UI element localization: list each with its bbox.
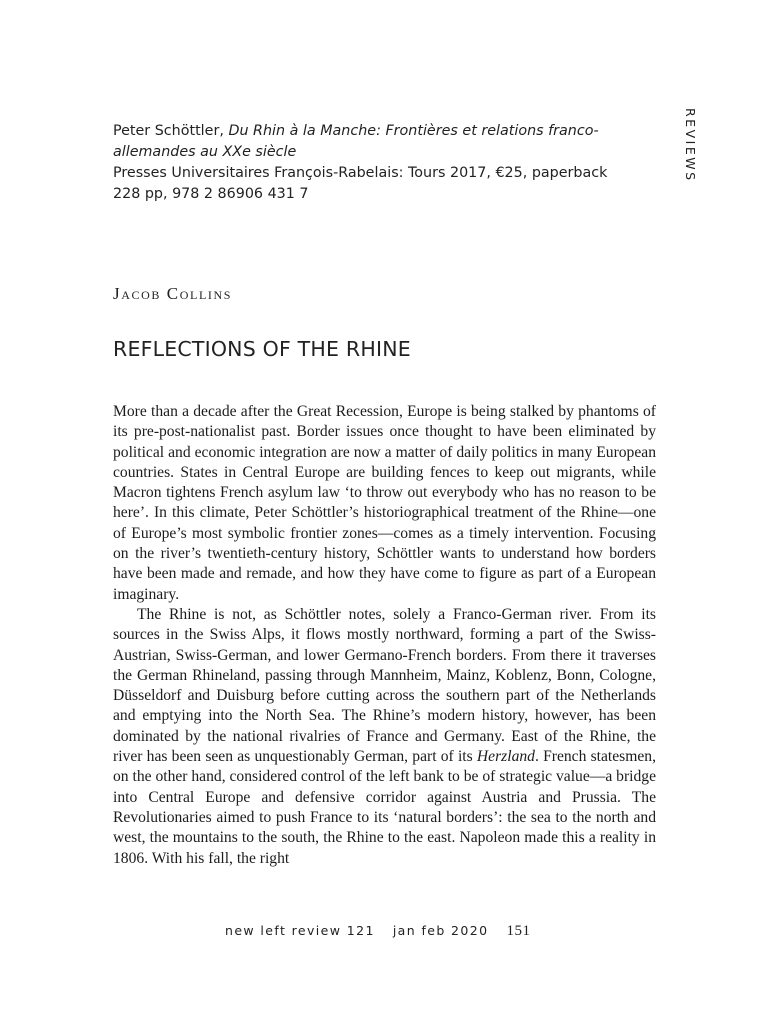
bibliography-line-1 (113, 121, 653, 142)
paragraph-2-text-continued: . French statesmen, on the other hand, considered control of the left bank to be of strategic value—a bridge into Central Europe and defensive corridor against Austria and Prussia. The Revolutionaries aimed to push France to its ‘natural borders’: the sea to the north and west, the mountains to the south, the Rhine to the east. Napoleon made this a reality in 1806. With his fall, the right (113, 748, 656, 867)
paragraph-2 (113, 605, 656, 869)
section-label: REVIEWS (683, 108, 698, 183)
article-title: REFLECTIONS OF THE RHINE (113, 337, 411, 361)
page-footer (225, 923, 530, 940)
article-body (113, 402, 656, 869)
book-title: Du Rhin à la Manche: Frontières et relations franco- (228, 123, 599, 139)
page-number: 151 (506, 923, 531, 939)
issue-date: jan feb 2020 (392, 923, 489, 938)
book-title-continued: allemandes au XXe siècle (113, 144, 297, 160)
reviewer-name: Jacob Collins (113, 284, 233, 303)
bibliography (113, 121, 653, 205)
paragraph-2-text: The Rhine is not, as Schöttler notes, solely a Franco-German river. From its sources in the Swiss Alps, it flows mostly northward, forming a part of the Swiss-Austrian, Swiss-German, and lower Germano-French borders. From there it traverses the German Rhineland, passing through Mannheim, Mainz, Koblenz, Bonn, Cologne, Düsseldorf and Duisburg before cutting across the southern part of the Netherlands and emptying into the North Sea. The Rhine’s modern history, however, has been dominated by the national rivalries of France and Germany. East of the Rhine, the river has been seen as unquestionably German, part of its (113, 605, 656, 766)
book-author: Peter Schöttler, (113, 123, 229, 139)
paragraph-1: More than a decade after the Great Recession, Europe is being stalked by phantoms of its pre-post-nationalist past. Border issues once thought to have been eliminated by political and economic integration are now a matter of daily politics in many European countries. States in Central Europe are building fences to keep out migrants, while Macron tightens French asylum law ‘to throw out everybody who has no reason to be here’. In this climate, Peter Schöttler’s historiographical treatment of the Rhine—one of Europe’s most symbolic frontier zones—comes as a timely intervention. Focusing on the river’s twentieth-century history, Schöttler wants to understand how borders have been made and remade, and how they have come to figure as part of a European imaginary. (113, 403, 656, 603)
book-details: 228 pp, 978 2 86906 431 7 (113, 186, 309, 202)
paragraph-2-italic-term: Herzland (476, 748, 535, 766)
book-publisher: Presses Universitaires François-Rabelais: Tours 2017, €25, paperback (113, 165, 608, 181)
journal-name: new left review 121 (225, 923, 375, 938)
